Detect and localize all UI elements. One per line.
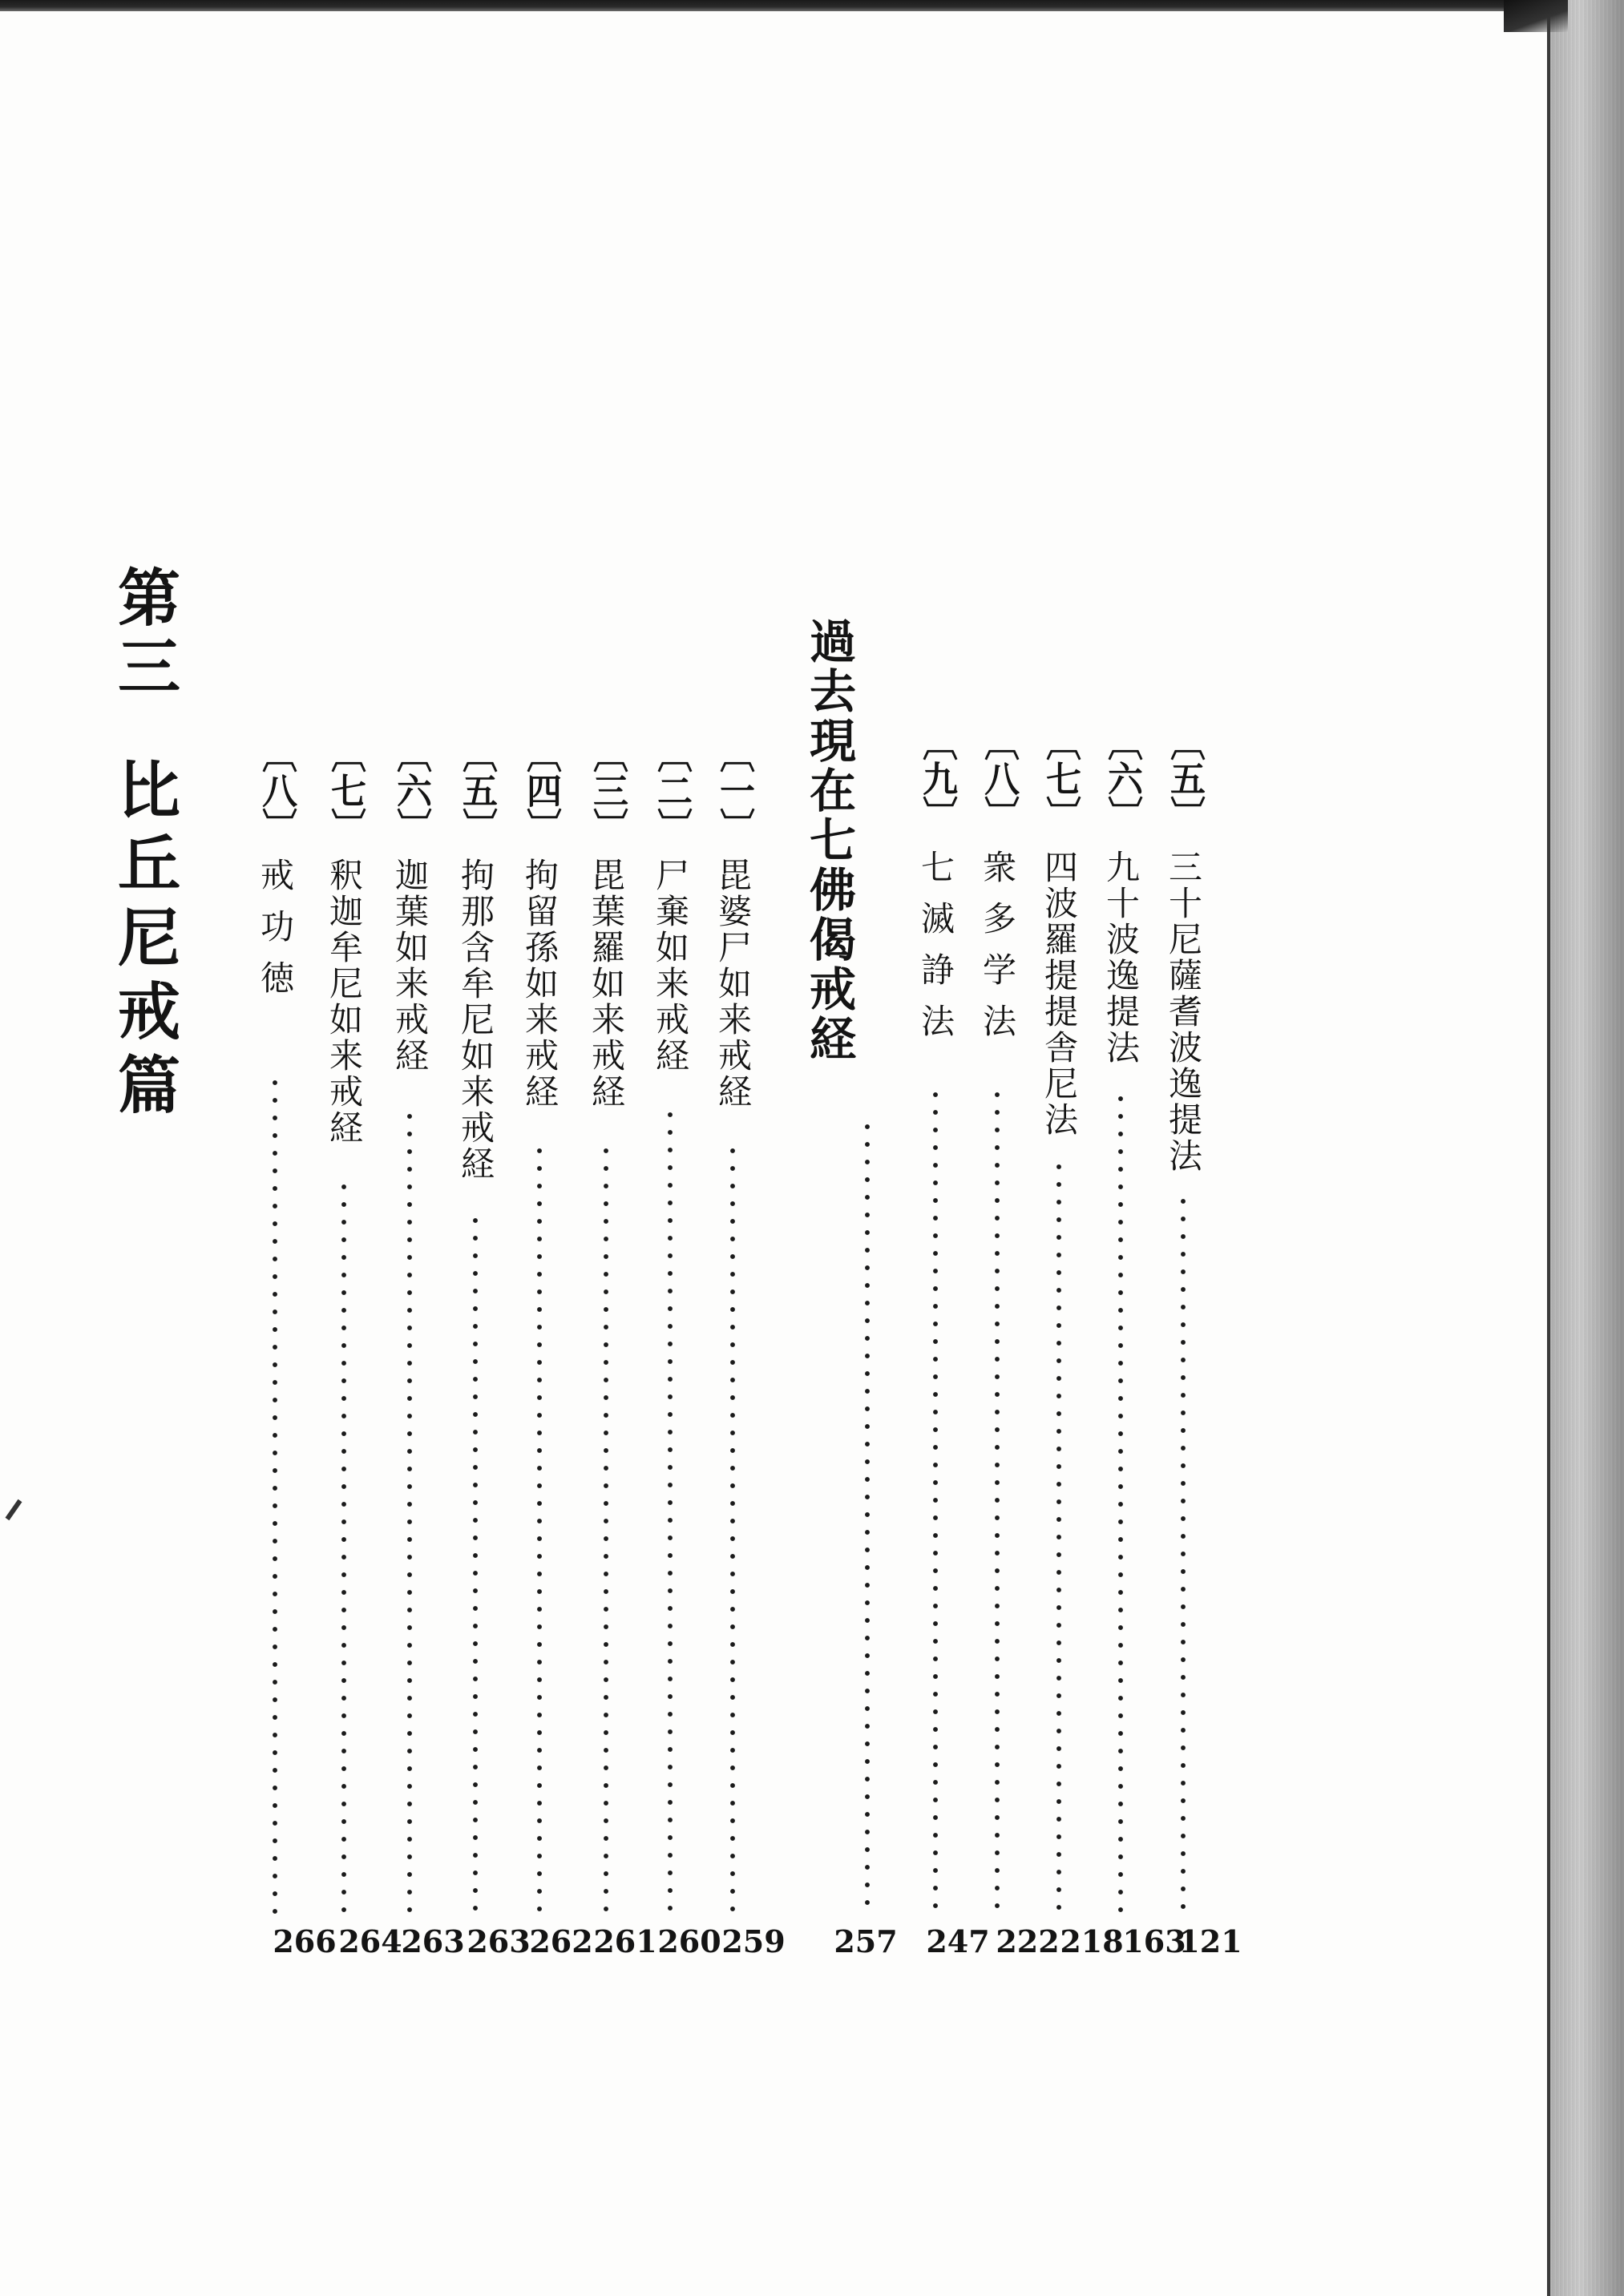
toc-item-number: 〔 一 〕 (716, 737, 751, 843)
toc-item-page: 263 (401, 1923, 465, 1959)
toc-leader-dots (341, 1178, 347, 1914)
spine-corner-shadow (1504, 0, 1568, 32)
part-number: 第三 (107, 565, 180, 703)
toc-item-page: 264 (338, 1923, 402, 1959)
toc-item-title: 毘婆尸如来戒経 (713, 857, 753, 1110)
toc-item-title: 七滅諍法 (916, 849, 955, 1055)
toc-leader-dots (406, 1108, 413, 1914)
toc-item-title: 釈迦牟尼如来戒経 (325, 857, 364, 1146)
toc-item-title: 迦葉如来戒経 (390, 857, 430, 1074)
toc-item-page: 218 (1060, 1923, 1124, 1959)
toc-leader-dots (536, 1142, 543, 1914)
stray-mark (6, 1499, 22, 1520)
toc-item-page: 222 (996, 1923, 1060, 1959)
toc-leader-dots (729, 1142, 736, 1914)
toc-leader-dots (1117, 1090, 1124, 1914)
toc-leader-dots (994, 1086, 1000, 1914)
toc-item-title: 拘那含牟尼如来戒経 (456, 857, 495, 1182)
toc-item-number: 〔 五 〕 (459, 737, 494, 843)
toc-item-page: 261 (593, 1923, 657, 1959)
toc-item-number: 〔 七 〕 (1042, 725, 1077, 831)
toc-item-number: 〔 九 〕 (919, 725, 954, 831)
toc-item-page: 247 (926, 1923, 990, 1959)
toc-item-page: 262 (529, 1923, 593, 1959)
toc-leader-dots (667, 1106, 673, 1914)
toc-leader-dots (272, 1074, 278, 1914)
top-scan-edge (0, 0, 1563, 11)
section-heading: 過去現在七佛偈戒経 (802, 617, 856, 1064)
toc-item-title: 衆多学法 (978, 849, 1017, 1055)
toc-leader-dots (1180, 1192, 1186, 1914)
toc-item-page: 263 (467, 1923, 531, 1959)
toc-item-number: 〔 五 〕 (1166, 725, 1202, 831)
toc-item-title: 拘留孫如来戒経 (520, 857, 560, 1110)
toc-item-page: 163 (1122, 1923, 1186, 1959)
toc-item-title: 三十尼薩耆波逸提法 (1164, 849, 1203, 1174)
toc-item-title: 戒功徳 (256, 857, 295, 1011)
toc-leader-dots (864, 1118, 871, 1914)
toc-item-title: 九十波逸提法 (1101, 849, 1141, 1066)
toc-item-number: 〔 七 〕 (327, 737, 362, 843)
toc-item-page: 266 (273, 1923, 337, 1959)
section-heading-page: 257 (834, 1923, 898, 1959)
toc-item-number: 〔 八 〕 (258, 737, 293, 843)
toc-item-page: 259 (721, 1923, 786, 1959)
toc-item-number: 〔 四 〕 (523, 737, 558, 843)
toc-item-title: 四波羅提提舎尼法 (1040, 849, 1079, 1138)
toc-item-number: 〔 三 〕 (589, 737, 624, 843)
part-title: 比丘尼戒篇 (107, 757, 180, 1126)
toc-leader-dots (932, 1086, 939, 1914)
toc-item-page: 121 (1178, 1923, 1242, 1959)
toc-leader-dots (603, 1142, 609, 1914)
toc-item-number: 〔 六 〕 (1104, 725, 1139, 831)
toc-item-title: 尸棄如来戒経 (651, 857, 690, 1074)
book-spine (1550, 0, 1624, 2296)
toc-item-number: 〔 二 〕 (653, 737, 689, 843)
toc-item-page: 260 (657, 1923, 721, 1959)
toc-item-number: 〔 六 〕 (393, 737, 428, 843)
toc-leader-dots (1056, 1158, 1062, 1914)
toc-leader-dots (472, 1212, 479, 1914)
toc-item-title: 毘葉羅如来戒経 (587, 857, 626, 1110)
toc-item-number: 〔 八 〕 (980, 725, 1016, 831)
